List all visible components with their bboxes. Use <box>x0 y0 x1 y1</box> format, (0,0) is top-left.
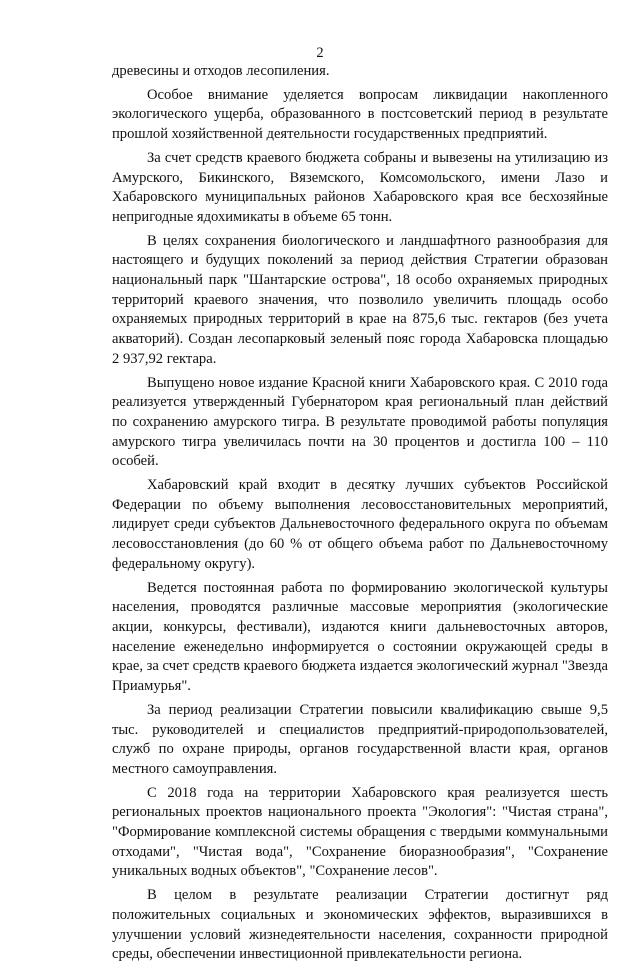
paragraph-continuation: древесины и отходов лесопиления. <box>112 63 330 79</box>
paragraph-national-project: С 2018 года на территории Хабаровского края реализуется шесть региональных проектов национального проекта "Экология": "Чистая страна", "Формирование комплексной системы обращения с твердыми коммунальными отходами", "Чистая вода", "Сохранение биоразнообразия", "Сохранение уникальных водных объектов", "Сохранение лесов". <box>112 784 608 880</box>
page-number: 2 <box>316 45 324 61</box>
paragraph-ecological-damage: Особое внимание уделяется вопросам ликвидации накопленного экологического ущерба, образованного в постсоветский период в результате прошлой хозяйственной деятельности государственных предприятий. <box>112 86 608 143</box>
paragraph-pesticides: За счет средств краевого бюджета собраны и вывезены на утилизацию из Амурского, Бикинского, Вяземского, Комсомольского, имени Лазо и Хабаровского муниципальных районов Хабаровского края все бесхозяйные непригодные ядохимикаты в объеме 65 тонн. <box>112 149 608 225</box>
paragraph-qualification: За период реализации Стратегии повысили квалификацию свыше 9,5 тыс. руководителей и специалистов предприятий-природопользователей, служб по охране природы, органов государственной власти края, органов местного самоуправления. <box>112 701 608 777</box>
paragraph-red-book: Выпущено новое издание Красной книги Хабаровского края. С 2010 года реализуется утвержденный Губернатором края региональный план действий по сохранению амурского тигра. В результате проводимой работы популяция амурского тигра увеличилась почти на 30 процентов и достигла 100 – 110 особей. <box>112 374 608 470</box>
paragraph-conclusion: В целом в результате реализации Стратегии достигнут ряд положительных социальных и экономических эффектов, выразившихся в улучшении условий жизнедеятельности населения, сохранности природной среды, обеспечении инвестиционной привлекательности региона. <box>112 887 608 963</box>
paragraph-ecological-culture: Ведется постоянная работа по формированию экологической культуры населения, проводятся различные массовые мероприятия (экологические акции, конкурсы, фестивали), издаются книги дальневосточных авторов, население еженедельно информируется о состоянии окружающей среды в крае, за счет средств краевого бюджета издается экологический журнал "Звезда Приамурья". <box>112 579 608 695</box>
paragraph-reforestation: Хабаровский край входит в десятку лучших субъектов Российской Федерации по объему выполнения лесовосстановительных мероприятий, лидирует среди субъектов Дальневосточного федерального округа по объемам лесовосстановления (до 60 % от общего объема работ по Дальневосточному федеральному округу). <box>112 477 608 572</box>
paragraph-protected-areas: В целях сохранения биологического и ландшафтного разнообразия для настоящего и будущих поколений за период действия Стратегии образован национальный парк "Шантарские острова", 18 особо охраняемых природных территорий краевого значения, что позволило увеличить площадь особо охраняемых природных территорий в крае на 875,6 тыс. гектаров (без учета акваторий). Создан лесопарковый зеленый пояс города Хабаровска площадью 2 937,92 гектара. <box>112 232 608 367</box>
body-text <box>112 62 608 969</box>
